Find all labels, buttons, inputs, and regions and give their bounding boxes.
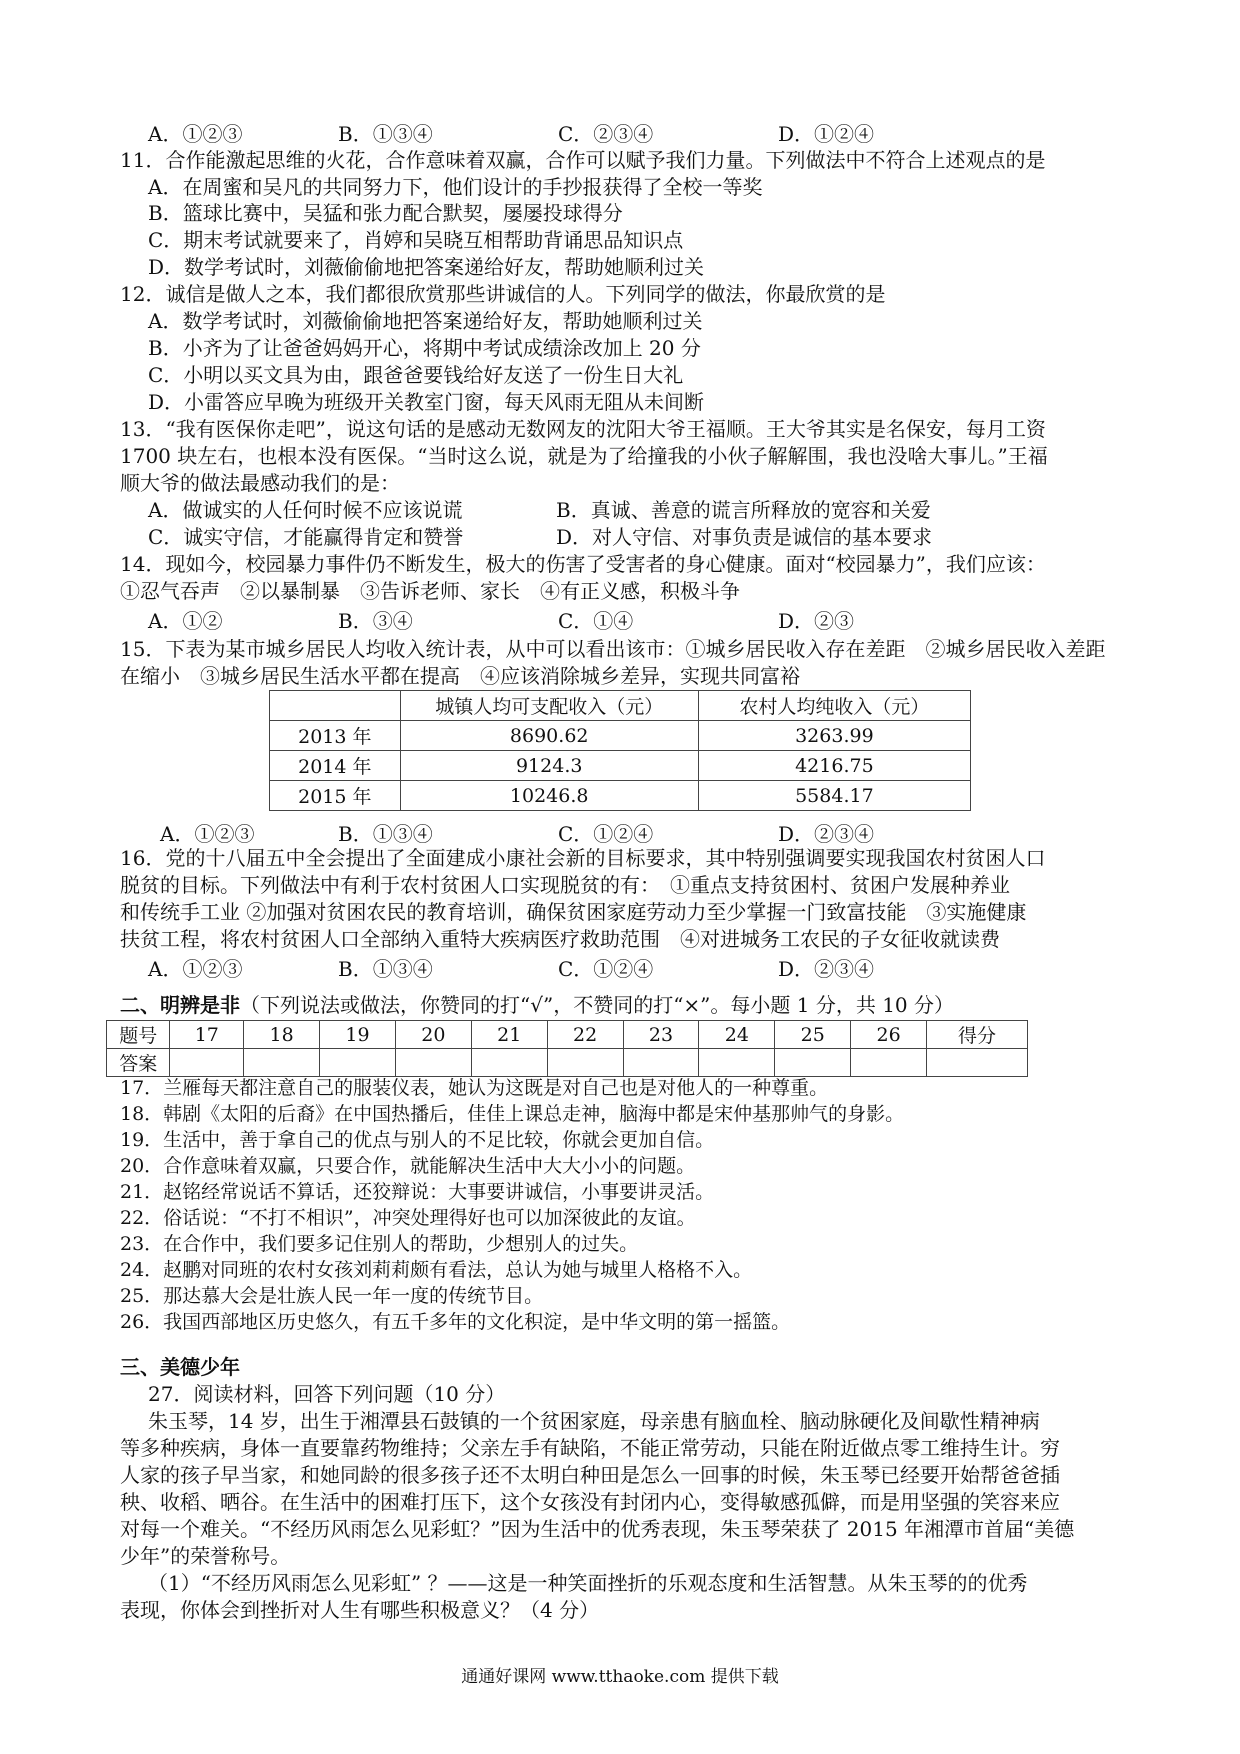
table-cell-urban: 8690.62	[400, 721, 698, 751]
section-2-heading	[120, 992, 954, 1018]
q15-line-1: 15．下表为某市城乡居民人均收入统计表，从中可以看出该市：①城乡居民收入存在差距 ②城乡居民收入差距	[120, 637, 1106, 661]
income-table	[269, 690, 971, 811]
grid-cell: 题号	[107, 1021, 170, 1049]
q16-option-b: B．①③④	[338, 957, 433, 981]
answer-cell[interactable]	[547, 1049, 623, 1077]
table-corner-cell	[270, 691, 401, 721]
q12-option-b: B．小齐为了让爸爸妈妈开心，将期中考试成绩涂改加上 20 分	[148, 336, 701, 360]
q15-option-d: D．②③④	[778, 822, 875, 846]
q13-line-3: 顺大爷的做法最感动我们的是：	[120, 471, 400, 495]
table-row	[270, 781, 971, 811]
q14-line-2: ①忍气吞声 ②以暴制暴 ③告诉老师、家长 ④有正义感，积极斗争	[120, 579, 740, 603]
q15-line-2: 在缩小 ③城乡居民生活水平都在提高 ④应该消除城乡差异，实现共同富裕	[120, 664, 800, 688]
q11-option-a: A．在周蜜和吴凡的共同努力下，他们设计的手抄报获得了全校一等奖	[148, 175, 763, 199]
table-cell-year: 2014 年	[270, 751, 401, 781]
table-cell-year: 2013 年	[270, 721, 401, 751]
grid-cell: 得分	[927, 1021, 1028, 1049]
q16-option-a: A．①②③	[148, 957, 243, 981]
table-row	[270, 721, 971, 751]
answer-cell[interactable]	[395, 1049, 471, 1077]
q16-line-1: 16．党的十八届五中全会提出了全面建成小康社会新的目标要求，其中特别强调要实现我国农村贫困人口	[120, 846, 1046, 870]
q15-option-c: C．①②④	[558, 822, 654, 846]
tf-item-18: 18．韩剧《太阳的后裔》在中国热播后，佳佳上课总走神，脑海中都是宋仲基那帅气的身影。	[120, 1103, 905, 1125]
q16-option-d: D．②③④	[778, 957, 875, 981]
grid-cell: 24	[699, 1021, 775, 1049]
tf-item-25: 25．那达慕大会是壮族人民一年一度的传统节目。	[120, 1285, 544, 1307]
passage-line-1: 朱玉琴，14 岁，出生于湘潭县石鼓镇的一个贫困家庭，母亲患有脑血栓、脑动脉硬化及间歇性精神病	[148, 1409, 1040, 1433]
tf-item-23: 23．在合作中，我们要多记住别人的帮助，少想别人的过失。	[120, 1233, 639, 1255]
tf-item-24: 24．赵鹏对同班的农村女孩刘莉莉颇有看法，总认为她与城里人格格不入。	[120, 1259, 753, 1281]
grid-cell: 21	[471, 1021, 547, 1049]
section-3-title: 三、美德少年	[120, 1355, 240, 1379]
tf-item-21: 21．赵铭经常说话不算话，还狡辩说：大事要讲诚信，小事要讲灵活。	[120, 1181, 715, 1203]
q14-option-c: C．①④	[558, 609, 634, 633]
answer-cell[interactable]	[170, 1049, 244, 1077]
passage-line-6: 少年”的荣誉称号。	[120, 1544, 291, 1568]
table-cell-rural: 3263.99	[698, 721, 970, 751]
q13-line-2: 1700 块左右，也根本没有医保。“当时这么说，就是为了给撞我的小伙子解解围，我也没啥大事儿。”王福	[120, 444, 1048, 468]
q27-sub1-line-2: 表现，你体会到挫折对人生有哪些积极意义？（4 分）	[120, 1598, 600, 1622]
q14-line-1: 14．现如今，校园暴力事件仍不断发生，极大的伤害了受害者的身心健康。面对“校园暴力”，我们应该：	[120, 552, 1046, 576]
table-cell-year: 2015 年	[270, 781, 401, 811]
q13-option-d: D．对人守信、对事负责是诚信的基本要求	[556, 525, 933, 549]
tf-item-20: 20．合作意味着双赢，只要合作，就能解决生活中大大小小的问题。	[120, 1155, 696, 1177]
q13-option-c: C．诚实守信，才能赢得肯定和赞誉	[148, 525, 464, 549]
answer-cell[interactable]	[851, 1049, 927, 1077]
grid-cell: 26	[851, 1021, 927, 1049]
grid-cell: 22	[547, 1021, 623, 1049]
table-row	[270, 751, 971, 781]
answer-cell[interactable]	[471, 1049, 547, 1077]
q10-option-d: D．①②④	[778, 122, 875, 146]
grid-answer-label: 答案	[107, 1049, 170, 1077]
section-2-note: （下列说法或做法，你赞同的打“√”，不赞同的打“×”。每小题 1 分，共 10 分）	[240, 993, 955, 1017]
table-cell-rural: 5584.17	[698, 781, 970, 811]
q11-stem: 11．合作能激起思维的火花，合作意味着双赢，合作可以赋予我们力量。下列做法中不符合上述观点的是	[120, 148, 1046, 172]
answer-cell[interactable]	[623, 1049, 699, 1077]
score-cell[interactable]	[927, 1049, 1028, 1077]
q27-stem: 27．阅读材料，回答下列问题（10 分）	[148, 1382, 506, 1406]
passage-line-5: 对每一个难关。“不经历风雨怎么见彩虹？”因为生活中的优秀表现，朱玉琴荣获了 2015 年湘潭市首届“美德	[120, 1517, 1075, 1541]
q14-option-b: B．③④	[338, 609, 413, 633]
grid-cell: 25	[775, 1021, 851, 1049]
answer-grid	[106, 1020, 1028, 1077]
q12-stem: 12．诚信是做人之本，我们都很欣赏那些讲诚信的人。下列同学的做法，你最欣赏的是	[120, 282, 886, 306]
q11-option-b: B．篮球比赛中，吴猛和张力配合默契，屡屡投球得分	[148, 201, 623, 225]
grid-cell: 17	[170, 1021, 244, 1049]
footer-source: 通通好课网 www.tthaoke.com 提供下载	[461, 1667, 779, 1687]
income-table-header	[270, 691, 971, 721]
q15-option-b: B．①③④	[338, 822, 433, 846]
passage-line-3: 人家的孩子早当家，和她同龄的很多孩子还不太明白种田是怎么一回事的时候，朱玉琴已经要开始帮爸爸插	[120, 1463, 1060, 1487]
grid-cell: 23	[623, 1021, 699, 1049]
q10-option-b: B．①③④	[338, 122, 433, 146]
q15-option-a: A．①②③	[160, 822, 255, 846]
q12-option-a: A．数学考试时，刘薇偷偷地把答案递给好友，帮助她顺利过关	[148, 309, 703, 333]
passage-line-2: 等多种疾病，身体一直要靠药物维持；父亲左手有缺陷，不能正常劳动，只能在附近做点零工维持生计。穷	[120, 1436, 1060, 1460]
answer-cell[interactable]	[244, 1049, 320, 1077]
q13-line-1: 13．“我有医保你走吧”，说这句话的是感动无数网友的沈阳大爷王福顺。王大爷其实是名保安，每月工资	[120, 417, 1046, 441]
table-cell-urban: 10246.8	[400, 781, 698, 811]
q16-option-c: C．①②④	[558, 957, 654, 981]
table-cell-rural: 4216.75	[698, 751, 970, 781]
table-header-urban: 城镇人均可支配收入（元）	[400, 691, 698, 721]
q10-option-a: A．①②③	[148, 122, 243, 146]
q11-option-c: C．期末考试就要来了，肖婷和吴晓互相帮助背诵思品知识点	[148, 228, 684, 252]
table-header-rural: 农村人均纯收入（元）	[698, 691, 970, 721]
q13-option-a: A．做诚实的人任何时候不应该说谎	[148, 498, 463, 522]
q14-option-d: D．②③	[778, 609, 855, 633]
section-2-title: 二、明辨是非	[120, 993, 240, 1017]
answer-grid-numbers	[107, 1021, 1028, 1049]
q27-sub1-line-1: （1）“不经历风雨怎么见彩虹” ？——这是一种笑面挫折的乐观态度和生活智慧。从朱玉琴的的优秀	[148, 1571, 1028, 1595]
table-cell-urban: 9124.3	[400, 751, 698, 781]
passage-line-4: 秧、收稻、晒谷。在生活中的困难打压下，这个女孩没有封闭内心，变得敏感孤僻，而是用坚强的笑容来应	[120, 1490, 1060, 1514]
answer-cell[interactable]	[320, 1049, 396, 1077]
q16-line-2: 脱贫的目标。下列做法中有利于农村贫困人口实现脱贫的有： ①重点支持贫困村、贫困户发展种养业	[120, 873, 1010, 897]
q10-option-c: C．②③④	[558, 122, 654, 146]
q16-line-4: 扶贫工程，将农村贫困人口全部纳入重特大疾病医疗救助范围 ④对进城务工农民的子女征收就读费	[120, 927, 1000, 951]
tf-item-22: 22．俗话说：“不打不相识”，冲突处理得好也可以加深彼此的友谊。	[120, 1207, 696, 1229]
answer-grid-answers	[107, 1049, 1028, 1077]
q12-option-d: D．小雷答应早晚为班级开关教室门窗，每天风雨无阻从未间断	[148, 390, 705, 414]
tf-item-17: 17．兰雁每天都注意自己的服装仪表，她认为这既是对自己也是对他人的一种尊重。	[120, 1077, 829, 1099]
answer-cell[interactable]	[699, 1049, 775, 1077]
q11-option-d: D．数学考试时，刘薇偷偷地把答案递给好友，帮助她顺利过关	[148, 255, 705, 279]
tf-item-19: 19．生活中，善于拿自己的优点与别人的不足比较，你就会更加自信。	[120, 1129, 715, 1151]
grid-cell: 18	[244, 1021, 320, 1049]
answer-cell[interactable]	[775, 1049, 851, 1077]
q12-option-c: C．小明以买文具为由，跟爸爸要钱给好友送了一份生日大礼	[148, 363, 684, 387]
grid-cell: 19	[320, 1021, 396, 1049]
q13-option-b: B．真诚、善意的谎言所释放的宽容和关爱	[556, 498, 931, 522]
q14-option-a: A．①②	[148, 609, 223, 633]
grid-cell: 20	[395, 1021, 471, 1049]
tf-item-26: 26．我国西部地区历史悠久，有五千多年的文化积淀，是中华文明的第一摇篮。	[120, 1311, 791, 1333]
q16-line-3: 和传统手工业 ②加强对贫困农民的教育培训，确保贫困家庭劳动力至少掌握一门致富技能 ③实施健康	[120, 900, 1027, 924]
